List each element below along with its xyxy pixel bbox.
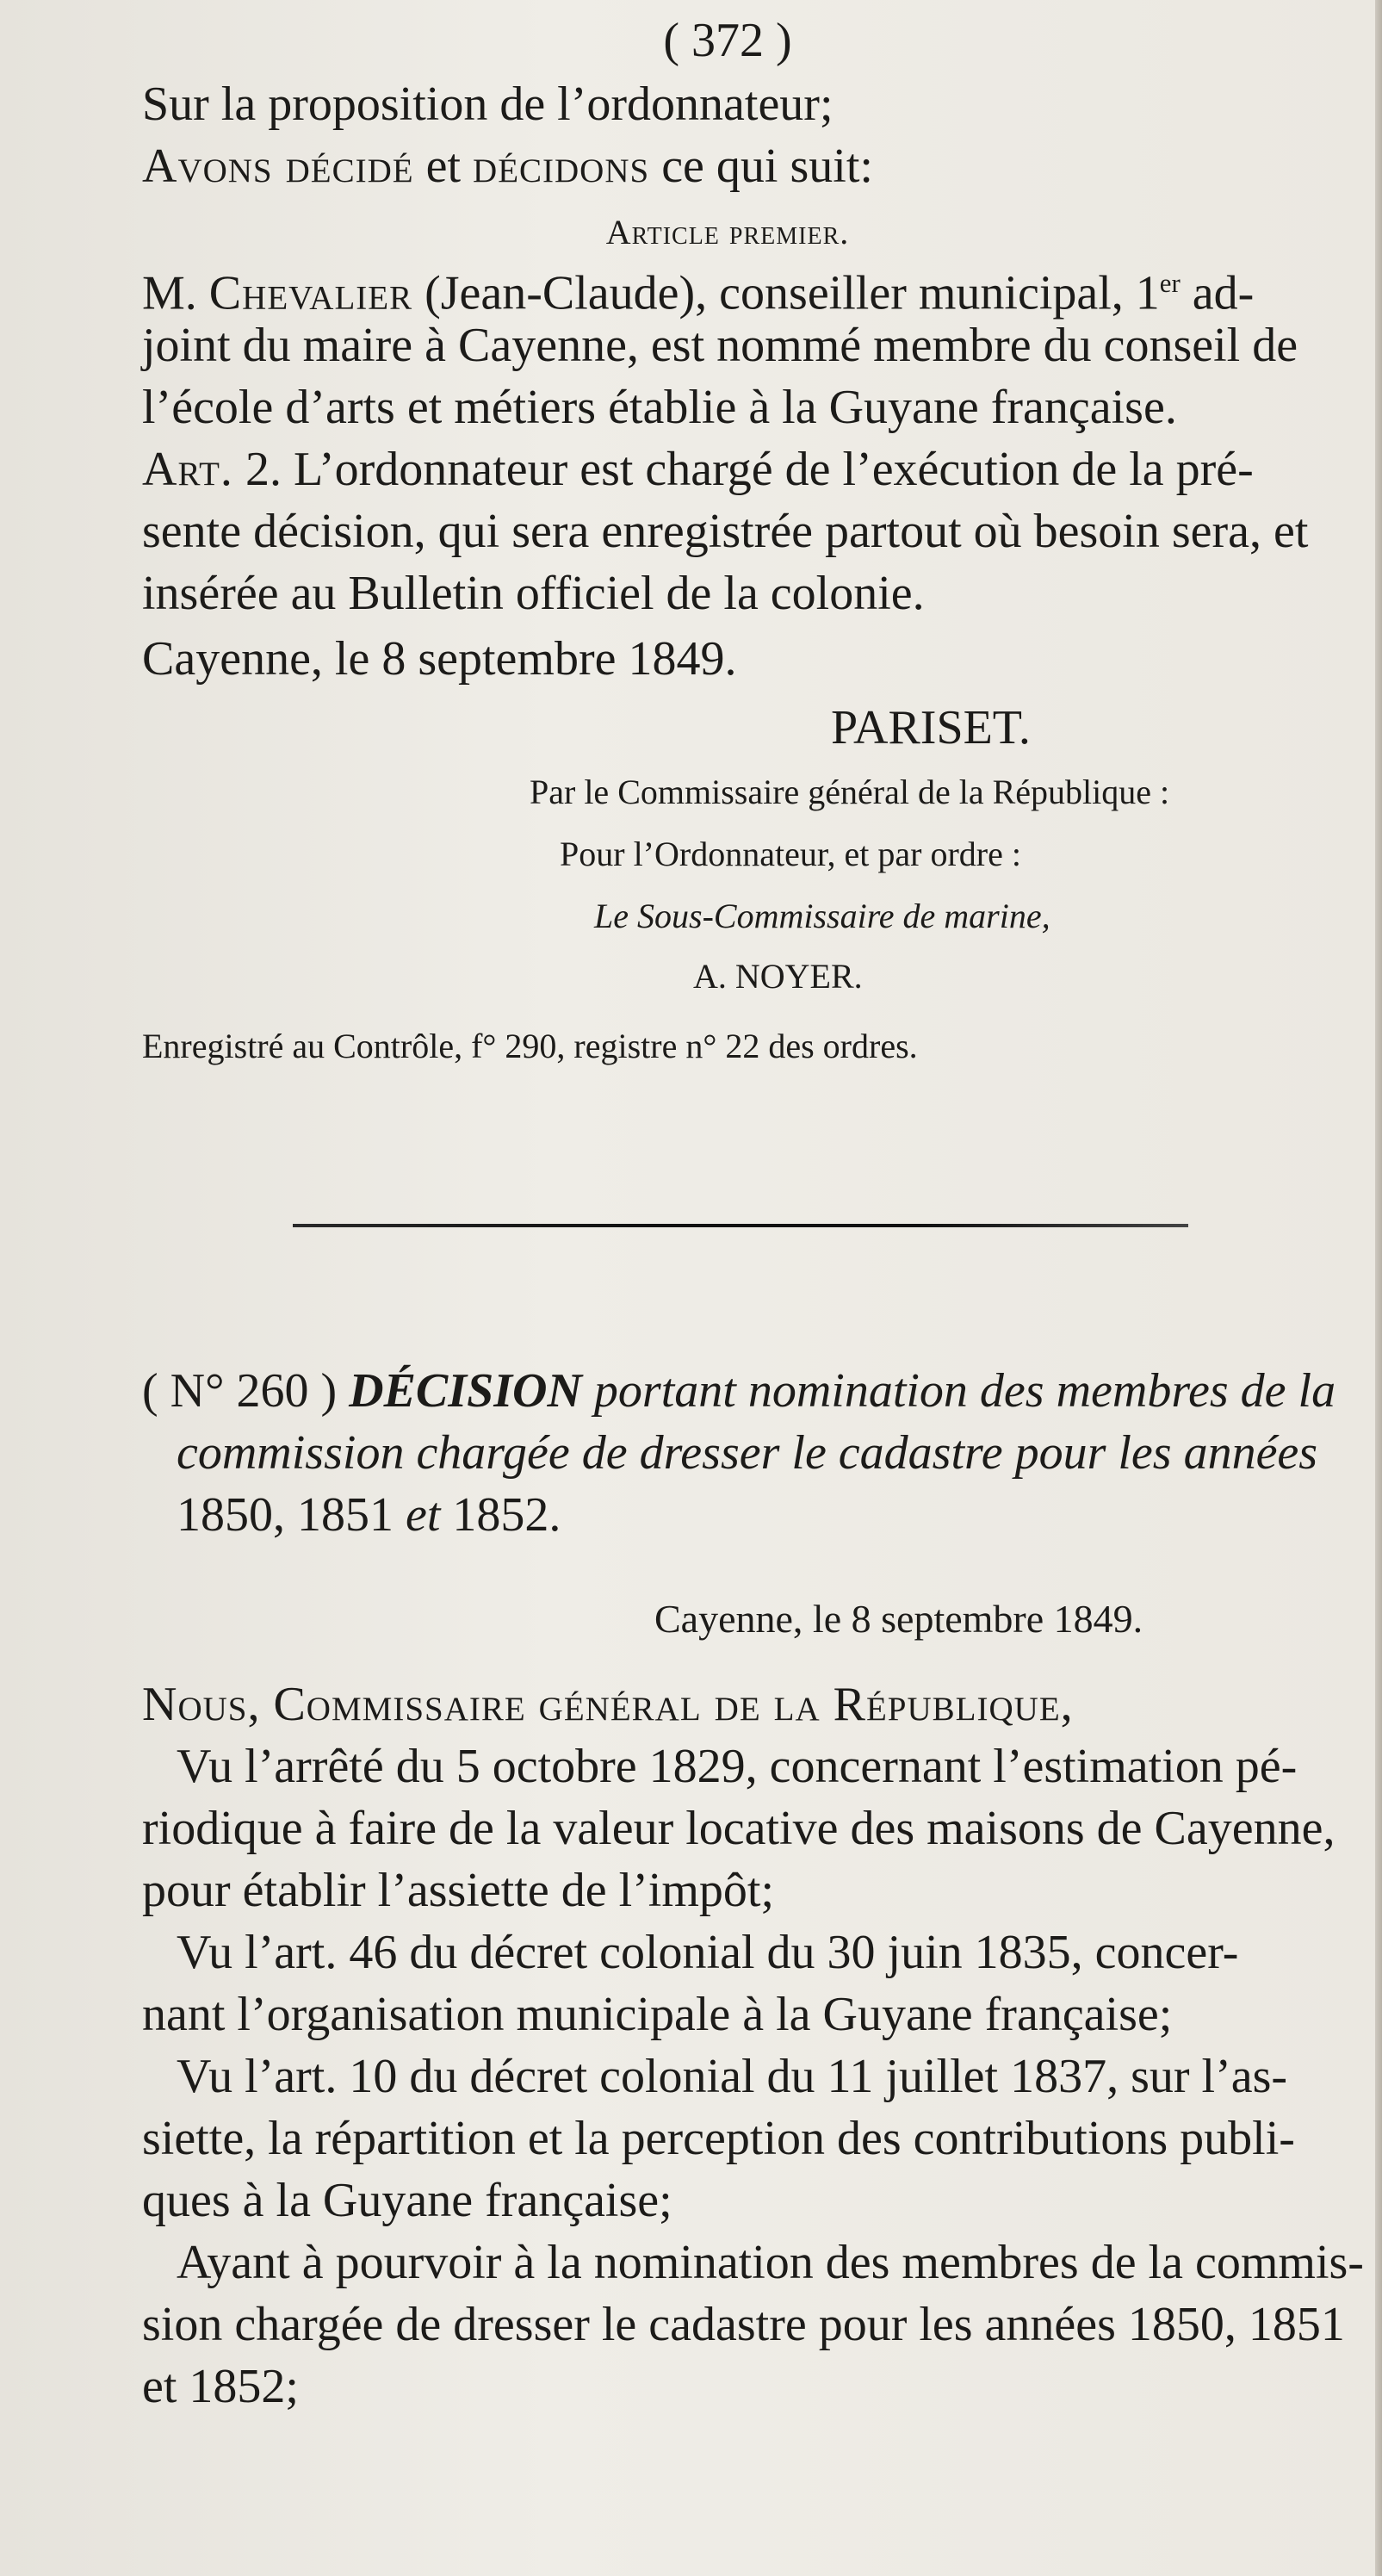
decision-title-line2: commission chargée de dresser le cadastre pour les années [177, 1426, 1318, 1480]
name-chevalier: Chevalier [208, 266, 413, 320]
visa4-line3: et 1852; [142, 2360, 299, 2413]
visa1-line1: Vu l’arrêté du 5 octobre 1829, concernant l’estimation pé- [177, 1740, 1298, 1793]
visa4-line2: sion chargée de dresser le cadastre pour les années 1850, 1851 [142, 2298, 1345, 2351]
visa4-line1: Ayant à pourvoir à la nomination des membres de la commis- [177, 2236, 1364, 2289]
nous-line: Nous, Commissaire général de la République, [142, 1678, 1074, 1731]
article2-line2: sente décision, qui sera enregistrée partout où besoin sera, et [142, 505, 1309, 558]
visa1-line2: riodique à faire de la valeur locative des maisons de Cayenne, [142, 1802, 1336, 1855]
proposition-line: Sur la proposition de l’ordonnateur; [142, 78, 834, 131]
visa3-line2: siette, la répartition et la perception des contributions publi- [142, 2112, 1295, 2165]
visa2-line1: Vu l’art. 46 du décret colonial du 30 juin 1835, concer- [177, 1926, 1239, 1979]
page-edge [1375, 0, 1382, 2576]
article1-line3: l’école d’arts et métiers établie à la Guyane française. [142, 381, 1177, 434]
signatory-line4: A. NOYER. [693, 957, 863, 996]
visa3-line3: ques à la Guyane française; [142, 2174, 672, 2227]
article1-line1: M. Chevalier (Jean-Claude), conseiller municipal, 1er ad- [142, 266, 1255, 320]
registration-note: Enregistré au Contrôle, f° 290, registre n° 22 des ordres. [142, 1027, 918, 1065]
article2-line1: Art. 2. L’ordonnateur est chargé de l’exécution de la pré- [142, 443, 1254, 496]
article-heading: Article premier. [605, 213, 850, 251]
decision-title-line1: ( N° 260 ) DÉCISION portant nomination des membres de la [142, 1364, 1336, 1418]
decision-word: DÉCISION [349, 1364, 582, 1418]
visa2-line2: nant l’organisation municipale à la Guyane française; [142, 1988, 1173, 2041]
section-divider [293, 1224, 1188, 1227]
visa1-line3: pour établir l’assiette de l’impôt; [142, 1864, 775, 1917]
signature-pariset: PARISET. [831, 701, 1031, 754]
article2-line3: insérée au Bulletin officiel de la colonie. [142, 567, 925, 620]
article1-line2: joint du maire à Cayenne, est nommé membre du conseil de [142, 319, 1298, 372]
signatory-line3: Le Sous-Commissaire de marine, [594, 897, 1050, 935]
decision-title-line3: 1850, 1851 et 1852. [177, 1488, 561, 1542]
signatory-line2: Pour l’Ordonnateur, et par ordre : [560, 835, 1021, 873]
decree2-date: Cayenne, le 8 septembre 1849. [654, 1597, 1143, 1641]
decidons: décidons [473, 140, 650, 193]
visa3-line1: Vu l’art. 10 du décret colonial du 11 juillet 1837, sur l’as- [177, 2050, 1288, 2103]
avons-decide: Avons décidé [142, 140, 414, 193]
decision-line: Avons décidé et décidons ce qui suit: [142, 140, 873, 193]
page-number: ( 372 ) [663, 14, 792, 67]
signatory-line1: Par le Commissaire général de la République : [530, 773, 1170, 811]
decree1-date: Cayenne, le 8 septembre 1849. [142, 632, 737, 686]
